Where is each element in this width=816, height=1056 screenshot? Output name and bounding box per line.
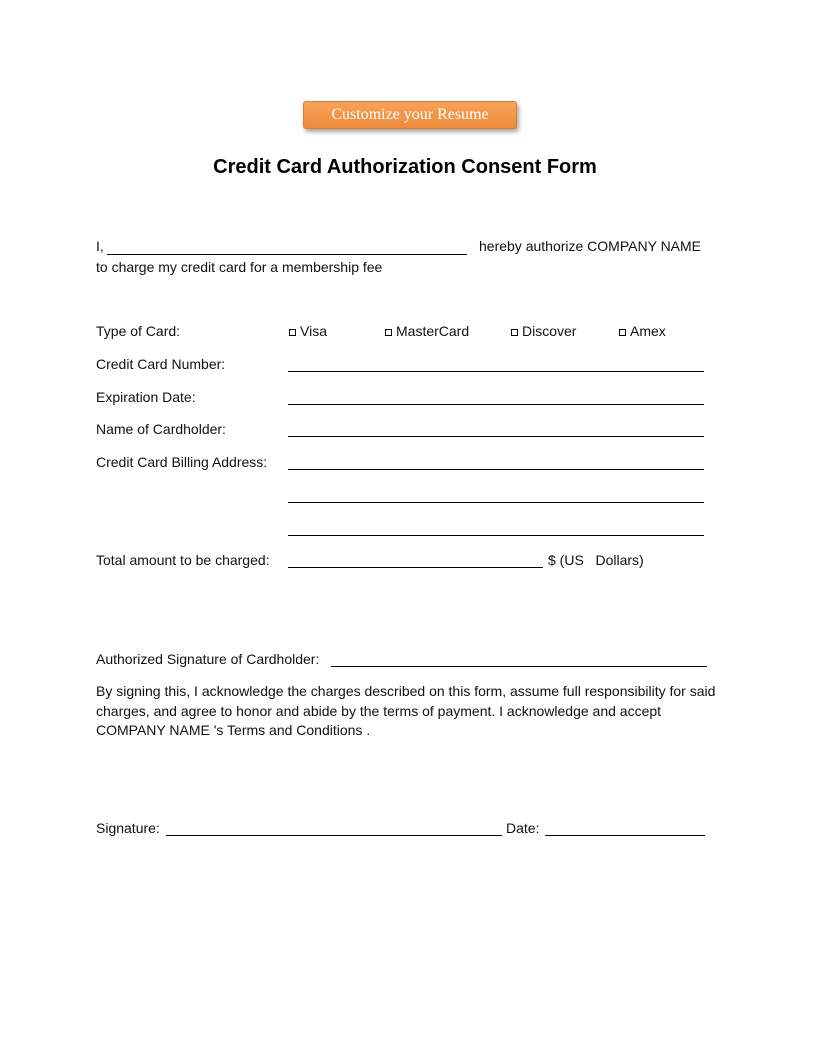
acknowledgement-text: By signing this, I acknowledge the charges described on this form, assume full responsibility for said charges, and agree to honor and abide by the terms of payment. I acknowledge and accept COMPANY NAME 's Terms and Conditions . <box>96 683 716 738</box>
discover-label: Discover <box>522 323 577 339</box>
total-amount-field[interactable] <box>288 551 543 568</box>
card-number-field[interactable] <box>288 355 704 372</box>
intro-prefix: I, <box>96 238 104 254</box>
authorized-signature-label: Authorized Signature of Cardholder: <box>96 651 320 667</box>
billing-address-label: Credit Card Billing Address: <box>96 454 268 470</box>
expiration-label: Expiration Date: <box>96 389 196 405</box>
signature-field[interactable] <box>166 819 502 836</box>
billing-address-line-1[interactable] <box>288 453 704 470</box>
customize-resume-button[interactable]: Customize your Resume <box>303 101 517 129</box>
date-field[interactable] <box>545 819 705 836</box>
authorizer-name-field[interactable] <box>107 238 467 255</box>
intro-line-2: to charge my credit card for a membership fee <box>96 259 383 275</box>
signature-label: Signature: <box>96 820 160 836</box>
billing-address-line-3[interactable] <box>288 519 704 536</box>
card-type-label: Type of Card: <box>96 323 181 339</box>
visa-checkbox[interactable] <box>289 329 296 336</box>
amex-checkbox[interactable] <box>619 329 626 336</box>
discover-checkbox[interactable] <box>511 329 518 336</box>
cardholder-name-label: Name of Cardholder: <box>96 421 226 437</box>
authorized-signature-field[interactable] <box>331 650 707 667</box>
cardholder-name-field[interactable] <box>288 420 704 437</box>
expiration-field[interactable] <box>288 388 704 405</box>
card-number-label: Credit Card Number: <box>96 356 226 372</box>
billing-address-line-2[interactable] <box>288 486 704 503</box>
form-title: Credit Card Authorization Consent Form <box>213 156 597 178</box>
mastercard-label: MasterCard <box>396 323 470 339</box>
currency-label: $ (US Dollars) <box>548 552 644 568</box>
total-amount-label: Total amount to be charged: <box>96 552 270 568</box>
visa-label: Visa <box>300 323 327 339</box>
intro-suffix: hereby authorize COMPANY NAME <box>479 238 702 254</box>
amex-label: Amex <box>630 323 666 339</box>
date-label: Date: <box>506 820 540 836</box>
mastercard-checkbox[interactable] <box>385 329 392 336</box>
